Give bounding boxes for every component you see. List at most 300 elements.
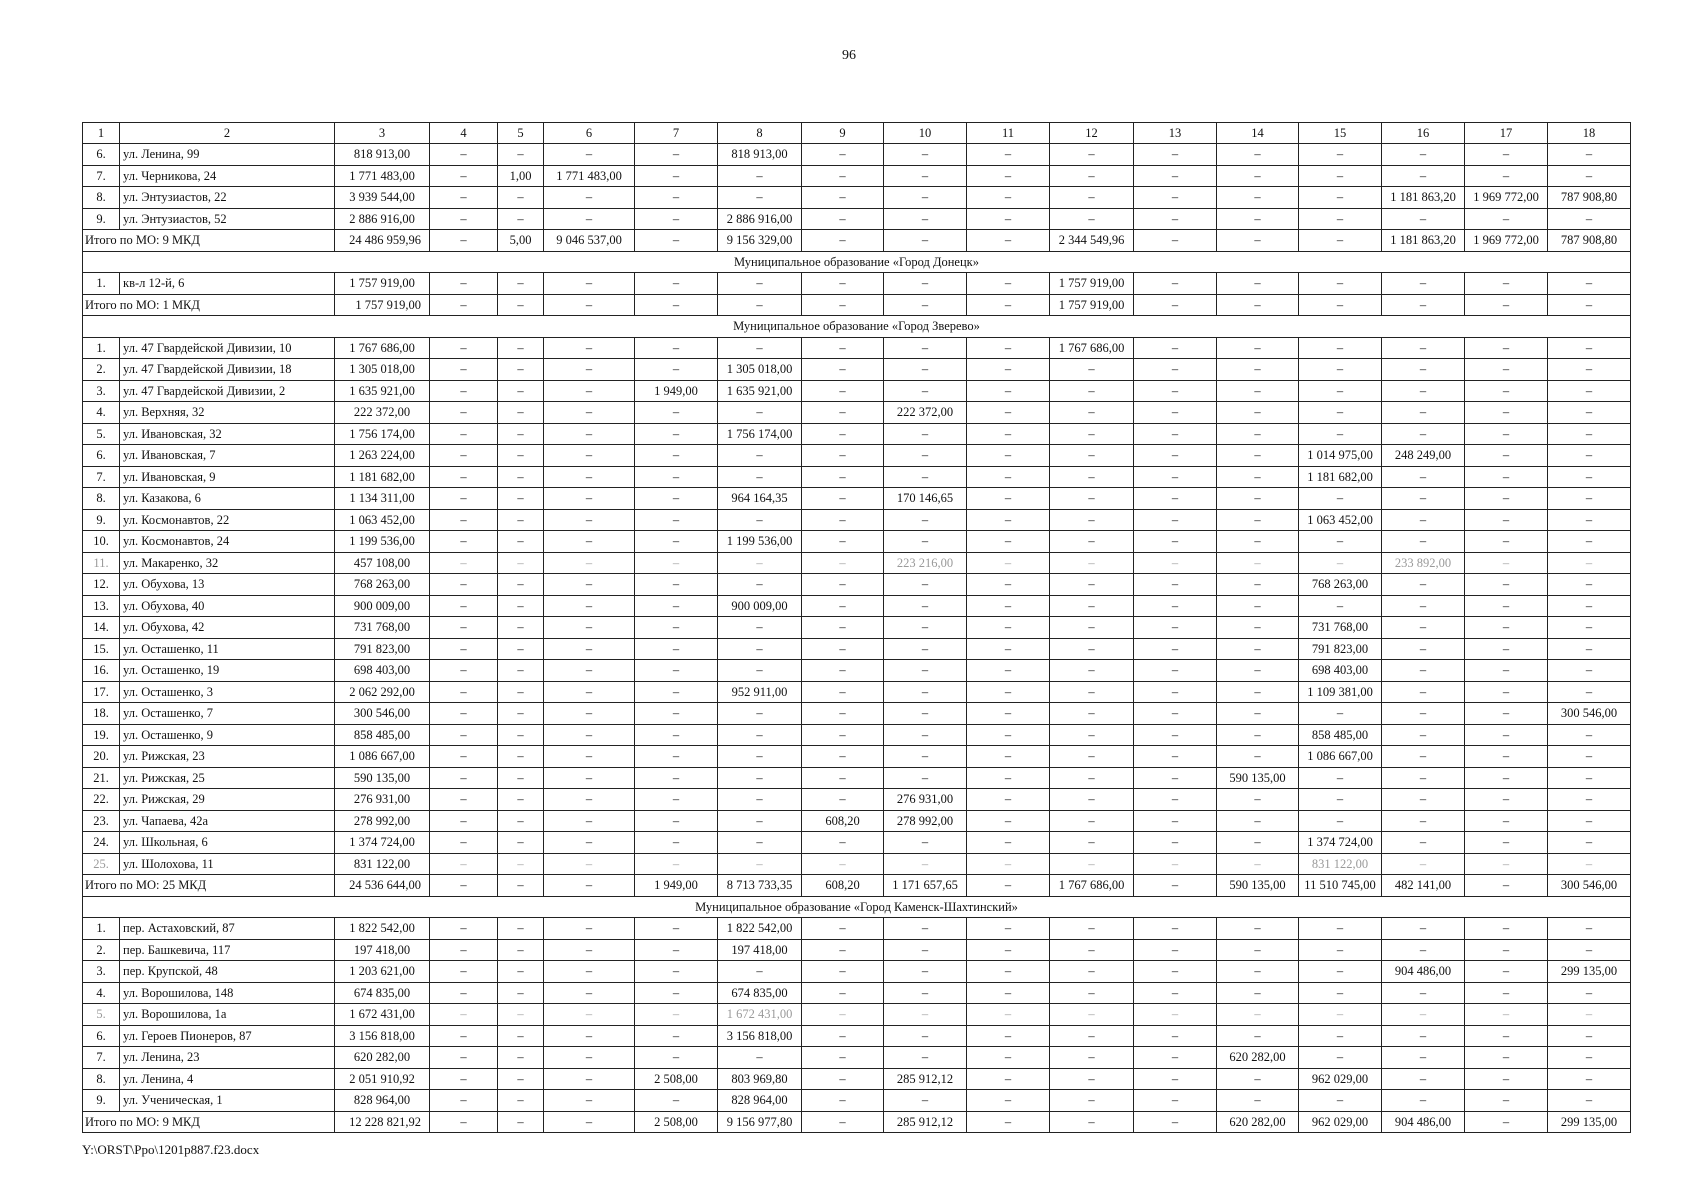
total-cost-cell: 5,00: [498, 230, 544, 252]
work-cost-cell: –: [884, 853, 967, 875]
total-cost-cell: –: [967, 1111, 1050, 1133]
work-cost-cell: –: [1217, 703, 1299, 725]
row-number-cell: 1.: [83, 918, 120, 940]
work-cost-cell: 900 009,00: [718, 595, 802, 617]
total-cost-cell: 1 374 724,00: [335, 832, 430, 854]
work-cost-cell: –: [884, 466, 967, 488]
work-cost-cell: –: [498, 1090, 544, 1112]
work-cost-cell: –: [967, 982, 1050, 1004]
work-cost-cell: –: [498, 402, 544, 424]
total-cost-cell: 2 886 916,00: [335, 208, 430, 230]
building-row: [83, 918, 1631, 940]
work-cost-cell: –: [498, 273, 544, 295]
work-cost-cell: 1 181 682,00: [1299, 466, 1382, 488]
work-cost-cell: –: [544, 1025, 635, 1047]
work-cost-cell: –: [718, 617, 802, 639]
row-number-cell: 23.: [83, 810, 120, 832]
address-cell: ул. Ивановская, 9: [120, 466, 335, 488]
work-cost-cell: –: [635, 853, 718, 875]
column-number-cell: 14: [1217, 123, 1299, 144]
work-cost-cell: –: [544, 1047, 635, 1069]
row-number-cell: 3.: [83, 380, 120, 402]
total-cost-cell: 731 768,00: [335, 617, 430, 639]
work-cost-cell: –: [967, 144, 1050, 166]
address-cell: ул. Шолохова, 11: [120, 853, 335, 875]
building-row: [83, 1090, 1631, 1112]
work-cost-cell: –: [802, 337, 884, 359]
work-cost-cell: –: [1050, 1047, 1134, 1069]
work-cost-cell: –: [718, 961, 802, 983]
work-cost-cell: –: [498, 638, 544, 660]
work-cost-cell: –: [1050, 617, 1134, 639]
work-cost-cell: –: [498, 445, 544, 467]
work-cost-cell: –: [635, 681, 718, 703]
work-cost-cell: –: [1382, 273, 1465, 295]
work-cost-cell: –: [1548, 488, 1631, 510]
work-cost-cell: –: [1548, 617, 1631, 639]
work-cost-cell: 818 913,00: [718, 144, 802, 166]
total-cost-cell: –: [544, 875, 635, 897]
work-cost-cell: –: [1217, 273, 1299, 295]
work-cost-cell: –: [1217, 1025, 1299, 1047]
page-number: 96: [842, 48, 856, 63]
work-cost-cell: –: [718, 724, 802, 746]
work-cost-cell: –: [1548, 1068, 1631, 1090]
work-cost-cell: –: [718, 509, 802, 531]
total-cost-cell: –: [635, 230, 718, 252]
work-cost-cell: –: [1217, 853, 1299, 875]
work-cost-cell: –: [1299, 810, 1382, 832]
work-cost-cell: –: [1548, 982, 1631, 1004]
work-cost-cell: –: [1050, 359, 1134, 381]
work-cost-cell: 1 109 381,00: [1299, 681, 1382, 703]
work-cost-cell: 1 757 919,00: [1050, 273, 1134, 295]
work-cost-cell: –: [1548, 445, 1631, 467]
work-cost-cell: –: [1050, 208, 1134, 230]
work-cost-cell: –: [498, 359, 544, 381]
work-cost-cell: –: [1465, 466, 1548, 488]
work-cost-cell: –: [1217, 359, 1299, 381]
address-cell: ул. Ворошилова, 148: [120, 982, 335, 1004]
work-cost-cell: –: [544, 144, 635, 166]
total-cost-cell: 1 949,00: [635, 875, 718, 897]
work-cost-cell: –: [1548, 1004, 1631, 1026]
work-cost-cell: –: [718, 832, 802, 854]
column-number-cell: 10: [884, 123, 967, 144]
row-number-cell: 17.: [83, 681, 120, 703]
work-cost-cell: –: [1050, 961, 1134, 983]
address-cell: ул. Чапаева, 42а: [120, 810, 335, 832]
work-cost-cell: –: [1465, 767, 1548, 789]
work-cost-cell: –: [1465, 724, 1548, 746]
work-cost-cell: –: [544, 767, 635, 789]
building-row: [83, 638, 1631, 660]
work-cost-cell: –: [430, 402, 498, 424]
work-cost-cell: –: [1050, 595, 1134, 617]
work-cost-cell: –: [430, 617, 498, 639]
work-cost-cell: –: [635, 165, 718, 187]
total-cost-cell: 1 181 682,00: [335, 466, 430, 488]
work-cost-cell: –: [884, 746, 967, 768]
municipality-total-row: [83, 1111, 1631, 1133]
total-label: Итого по МО: 25 МКД: [83, 875, 335, 897]
municipality-total-row: [83, 230, 1631, 252]
work-cost-cell: –: [884, 423, 967, 445]
row-number-cell: 6.: [83, 1025, 120, 1047]
work-cost-cell: –: [635, 703, 718, 725]
work-cost-cell: –: [1217, 918, 1299, 940]
work-cost-cell: 248 249,00: [1382, 445, 1465, 467]
work-cost-cell: –: [1050, 144, 1134, 166]
work-cost-cell: –: [430, 1025, 498, 1047]
work-cost-cell: –: [1465, 810, 1548, 832]
work-cost-cell: –: [1217, 660, 1299, 682]
work-cost-cell: –: [1050, 1025, 1134, 1047]
work-cost-cell: –: [1548, 380, 1631, 402]
building-row: [83, 961, 1631, 983]
building-row: [83, 746, 1631, 768]
row-number-cell: 2.: [83, 359, 120, 381]
work-cost-cell: –: [1217, 638, 1299, 660]
address-cell: ул. Черникова, 24: [120, 165, 335, 187]
total-cost-cell: 482 141,00: [1382, 875, 1465, 897]
total-cost-cell: –: [430, 875, 498, 897]
building-row: [83, 423, 1631, 445]
total-cost-cell: –: [884, 294, 967, 316]
work-cost-cell: –: [967, 423, 1050, 445]
work-cost-cell: –: [884, 832, 967, 854]
work-cost-cell: –: [430, 509, 498, 531]
total-cost-cell: –: [498, 1111, 544, 1133]
work-cost-cell: –: [1382, 531, 1465, 553]
work-cost-cell: –: [1299, 337, 1382, 359]
total-cost-cell: 828 964,00: [335, 1090, 430, 1112]
work-cost-cell: –: [802, 1068, 884, 1090]
row-number-cell: 14.: [83, 617, 120, 639]
work-cost-cell: 803 969,80: [718, 1068, 802, 1090]
address-cell: ул. Осташенко, 9: [120, 724, 335, 746]
total-cost-cell: –: [1217, 230, 1299, 252]
work-cost-cell: –: [430, 746, 498, 768]
column-number-cell: 6: [544, 123, 635, 144]
work-cost-cell: –: [802, 617, 884, 639]
work-cost-cell: –: [1050, 445, 1134, 467]
work-cost-cell: 791 823,00: [1299, 638, 1382, 660]
work-cost-cell: –: [802, 273, 884, 295]
work-cost-cell: –: [1050, 574, 1134, 596]
work-cost-cell: –: [635, 617, 718, 639]
work-cost-cell: –: [1217, 1068, 1299, 1090]
work-cost-cell: –: [1050, 509, 1134, 531]
municipality-total-row: [83, 294, 1631, 316]
work-cost-cell: –: [1217, 746, 1299, 768]
work-cost-cell: –: [1217, 337, 1299, 359]
work-cost-cell: –: [802, 380, 884, 402]
row-number-cell: 20.: [83, 746, 120, 768]
row-number-cell: 12.: [83, 574, 120, 596]
building-row: [83, 832, 1631, 854]
work-cost-cell: –: [884, 681, 967, 703]
total-cost-cell: 222 372,00: [335, 402, 430, 424]
work-cost-cell: 608,20: [802, 810, 884, 832]
work-cost-cell: –: [1382, 617, 1465, 639]
work-cost-cell: –: [498, 595, 544, 617]
work-cost-cell: –: [1217, 617, 1299, 639]
work-cost-cell: 1 756 174,00: [718, 423, 802, 445]
work-cost-cell: –: [1134, 187, 1217, 209]
work-cost-cell: –: [1299, 187, 1382, 209]
work-cost-cell: –: [1299, 703, 1382, 725]
work-cost-cell: –: [967, 918, 1050, 940]
work-cost-cell: –: [802, 961, 884, 983]
work-cost-cell: –: [967, 1068, 1050, 1090]
building-row: [83, 552, 1631, 574]
total-cost-cell: 457 108,00: [335, 552, 430, 574]
row-number-cell: 9.: [83, 208, 120, 230]
work-cost-cell: –: [498, 1004, 544, 1026]
work-cost-cell: –: [1382, 746, 1465, 768]
address-cell: кв-л 12-й, 6: [120, 273, 335, 295]
work-cost-cell: –: [1134, 337, 1217, 359]
total-cost-cell: 1 171 657,65: [884, 875, 967, 897]
work-cost-cell: –: [498, 466, 544, 488]
total-cost-cell: –: [718, 294, 802, 316]
total-cost-cell: –: [635, 294, 718, 316]
work-cost-cell: –: [802, 681, 884, 703]
work-cost-cell: –: [635, 466, 718, 488]
work-cost-cell: –: [718, 466, 802, 488]
total-cost-cell: 1 822 542,00: [335, 918, 430, 940]
work-cost-cell: –: [1217, 531, 1299, 553]
total-cost-cell: 8 713 733,35: [718, 875, 802, 897]
address-cell: ул. Героев Пионеров, 87: [120, 1025, 335, 1047]
work-cost-cell: –: [1382, 982, 1465, 1004]
work-cost-cell: 285 912,12: [884, 1068, 967, 1090]
work-cost-cell: –: [430, 1047, 498, 1069]
work-cost-cell: –: [1050, 423, 1134, 445]
work-cost-cell: –: [1382, 380, 1465, 402]
work-cost-cell: –: [635, 1090, 718, 1112]
total-cost-cell: 278 992,00: [335, 810, 430, 832]
work-cost-cell: –: [1382, 574, 1465, 596]
work-cost-cell: –: [1465, 380, 1548, 402]
municipality-title: Муниципальное образование «Город Донецк»: [83, 251, 1631, 273]
work-cost-cell: –: [430, 681, 498, 703]
work-cost-cell: –: [1382, 681, 1465, 703]
work-cost-cell: –: [1217, 165, 1299, 187]
work-cost-cell: –: [884, 531, 967, 553]
work-cost-cell: –: [1217, 466, 1299, 488]
building-row: [83, 703, 1631, 725]
work-cost-cell: –: [635, 552, 718, 574]
address-cell: ул. Обухова, 40: [120, 595, 335, 617]
work-cost-cell: –: [1382, 939, 1465, 961]
work-cost-cell: –: [1465, 165, 1548, 187]
work-cost-cell: –: [1134, 165, 1217, 187]
total-cost-cell: 900 009,00: [335, 595, 430, 617]
work-cost-cell: –: [1299, 1047, 1382, 1069]
work-cost-cell: –: [544, 466, 635, 488]
work-cost-cell: 2 508,00: [635, 1068, 718, 1090]
work-cost-cell: –: [430, 961, 498, 983]
work-cost-cell: –: [1548, 509, 1631, 531]
work-cost-cell: –: [544, 832, 635, 854]
work-cost-cell: –: [1217, 789, 1299, 811]
work-cost-cell: 276 931,00: [884, 789, 967, 811]
total-cost-cell: 858 485,00: [335, 724, 430, 746]
work-cost-cell: –: [544, 423, 635, 445]
building-row: [83, 767, 1631, 789]
work-cost-cell: –: [430, 638, 498, 660]
work-cost-cell: –: [1299, 1004, 1382, 1026]
work-cost-cell: –: [884, 918, 967, 940]
work-cost-cell: –: [1299, 1090, 1382, 1112]
building-row: [83, 187, 1631, 209]
work-cost-cell: –: [498, 703, 544, 725]
building-row: [83, 810, 1631, 832]
address-cell: ул. Рижская, 29: [120, 789, 335, 811]
work-cost-cell: –: [802, 488, 884, 510]
work-cost-cell: –: [1050, 402, 1134, 424]
total-cost-cell: 300 546,00: [335, 703, 430, 725]
work-cost-cell: –: [1050, 724, 1134, 746]
total-cost-cell: 608,20: [802, 875, 884, 897]
work-cost-cell: 952 911,00: [718, 681, 802, 703]
work-cost-cell: –: [1548, 273, 1631, 295]
address-cell: ул. Казакова, 6: [120, 488, 335, 510]
work-cost-cell: –: [1217, 380, 1299, 402]
work-cost-cell: 278 992,00: [884, 810, 967, 832]
work-cost-cell: –: [1465, 509, 1548, 531]
work-cost-cell: –: [802, 939, 884, 961]
work-cost-cell: –: [1465, 918, 1548, 940]
work-cost-cell: –: [544, 595, 635, 617]
municipality-section-row: [83, 316, 1631, 338]
work-cost-cell: –: [1465, 208, 1548, 230]
building-row: [83, 1025, 1631, 1047]
total-label: Итого по МО: 9 МКД: [83, 230, 335, 252]
work-cost-cell: –: [1465, 1004, 1548, 1026]
work-cost-cell: –: [1382, 488, 1465, 510]
work-cost-cell: –: [544, 1090, 635, 1112]
work-cost-cell: –: [718, 337, 802, 359]
work-cost-cell: –: [1134, 617, 1217, 639]
address-cell: ул. Осташенко, 11: [120, 638, 335, 660]
address-cell: ул. Школьная, 6: [120, 832, 335, 854]
footer-file-path: Y:\ORST\Ppo\1201p887.f23.docx: [82, 1142, 260, 1157]
building-row: [83, 939, 1631, 961]
work-cost-cell: –: [718, 746, 802, 768]
work-cost-cell: –: [1134, 918, 1217, 940]
work-cost-cell: –: [635, 402, 718, 424]
work-cost-cell: –: [1217, 939, 1299, 961]
column-number-cell: 1: [83, 123, 120, 144]
work-cost-cell: –: [430, 273, 498, 295]
work-cost-cell: –: [635, 531, 718, 553]
total-cost-cell: 1 181 863,20: [1382, 230, 1465, 252]
work-cost-cell: –: [1217, 488, 1299, 510]
work-cost-cell: –: [1382, 595, 1465, 617]
work-cost-cell: –: [430, 423, 498, 445]
work-cost-cell: –: [544, 638, 635, 660]
work-cost-cell: –: [635, 595, 718, 617]
work-cost-cell: –: [1050, 1068, 1134, 1090]
row-number-cell: 4.: [83, 982, 120, 1004]
work-cost-cell: –: [802, 918, 884, 940]
work-cost-cell: –: [1548, 359, 1631, 381]
total-cost-cell: 3 156 818,00: [335, 1025, 430, 1047]
work-cost-cell: 1,00: [498, 165, 544, 187]
work-cost-cell: –: [1050, 552, 1134, 574]
work-cost-cell: –: [1050, 1090, 1134, 1112]
column-number-cell: 18: [1548, 123, 1631, 144]
work-cost-cell: –: [1382, 165, 1465, 187]
work-cost-cell: –: [544, 939, 635, 961]
work-cost-cell: –: [635, 767, 718, 789]
work-cost-cell: –: [802, 1090, 884, 1112]
work-cost-cell: –: [1050, 703, 1134, 725]
work-cost-cell: –: [430, 445, 498, 467]
work-cost-cell: –: [718, 552, 802, 574]
work-cost-cell: –: [884, 144, 967, 166]
building-row: [83, 402, 1631, 424]
work-cost-cell: –: [498, 1068, 544, 1090]
work-cost-cell: –: [1050, 466, 1134, 488]
work-cost-cell: –: [1134, 552, 1217, 574]
work-cost-cell: 768 263,00: [1299, 574, 1382, 596]
work-cost-cell: –: [430, 380, 498, 402]
work-cost-cell: –: [802, 1004, 884, 1026]
total-cost-cell: –: [884, 230, 967, 252]
work-cost-cell: –: [1548, 660, 1631, 682]
work-cost-cell: –: [430, 767, 498, 789]
total-cost-cell: –: [1465, 875, 1548, 897]
column-number-cell: 7: [635, 123, 718, 144]
work-cost-cell: –: [1299, 552, 1382, 574]
work-cost-cell: –: [498, 337, 544, 359]
column-number-cell: 15: [1299, 123, 1382, 144]
work-cost-cell: –: [635, 187, 718, 209]
work-cost-cell: –: [635, 1047, 718, 1069]
work-cost-cell: –: [718, 574, 802, 596]
work-cost-cell: –: [635, 273, 718, 295]
work-cost-cell: –: [1134, 961, 1217, 983]
work-cost-cell: –: [1299, 144, 1382, 166]
work-cost-cell: –: [1382, 1090, 1465, 1112]
work-cost-cell: –: [1548, 208, 1631, 230]
building-row: [83, 488, 1631, 510]
total-cost-cell: 620 282,00: [1217, 1111, 1299, 1133]
municipality-section-row: [83, 251, 1631, 273]
work-cost-cell: –: [1299, 939, 1382, 961]
work-cost-cell: –: [498, 1047, 544, 1069]
work-cost-cell: –: [1465, 832, 1548, 854]
building-row: [83, 660, 1631, 682]
work-cost-cell: –: [635, 789, 718, 811]
work-cost-cell: –: [1465, 273, 1548, 295]
column-number-cell: 3: [335, 123, 430, 144]
work-cost-cell: –: [967, 595, 1050, 617]
work-cost-cell: –: [1134, 789, 1217, 811]
total-cost-cell: –: [1548, 294, 1631, 316]
work-cost-cell: –: [802, 402, 884, 424]
work-cost-cell: –: [884, 380, 967, 402]
building-row: [83, 724, 1631, 746]
work-cost-cell: –: [544, 617, 635, 639]
row-number-cell: 16.: [83, 660, 120, 682]
total-cost-cell: 904 486,00: [1382, 1111, 1465, 1133]
work-cost-cell: –: [430, 939, 498, 961]
